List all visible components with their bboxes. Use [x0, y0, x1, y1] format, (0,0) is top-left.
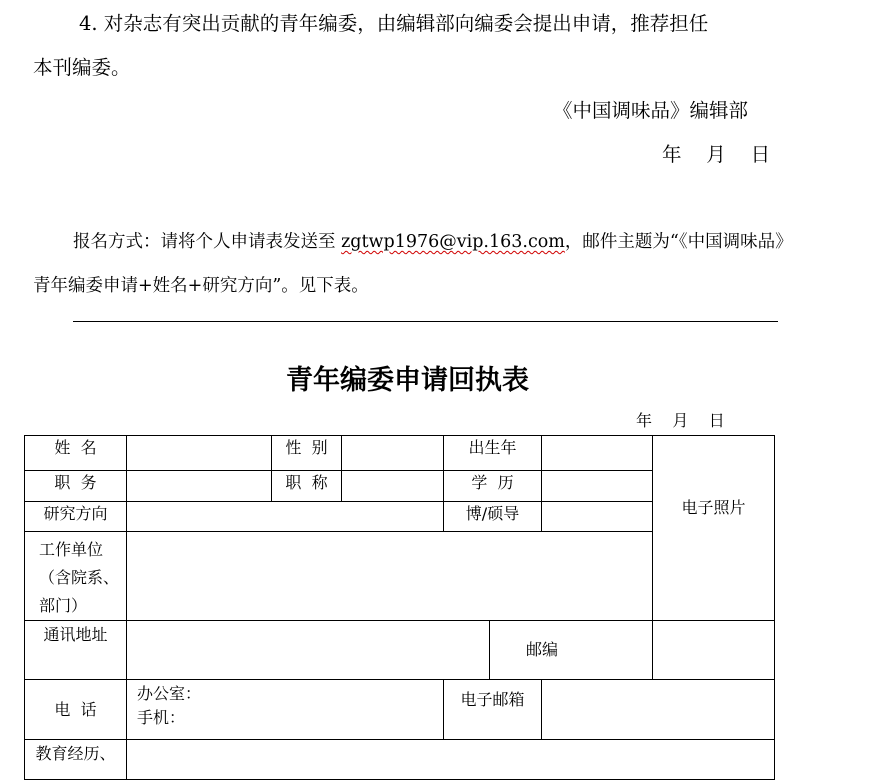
address-label: 通讯地址 [25, 621, 127, 680]
gender-field[interactable] [342, 436, 444, 471]
postcode-field[interactable] [653, 621, 775, 680]
name-label: 姓 名 [25, 436, 127, 471]
mobile-phone-label: 手机： [137, 708, 186, 727]
phone-field[interactable] [127, 680, 444, 740]
signature-date: 年 月 日 [662, 143, 771, 166]
email-label: 电子邮箱 [444, 680, 542, 740]
clause-4-line-1: 4. 对杂志有突出贡献的青年编委，由编辑部向编委会提出申请，推荐担任 [79, 12, 709, 35]
birth-year-field[interactable] [542, 436, 653, 471]
signup-line-2: 青年编委申请+姓名+研究方向”。见下表。 [33, 276, 369, 296]
postcode-label: 邮编 [490, 621, 653, 680]
email-field[interactable] [542, 680, 775, 740]
title-field[interactable] [342, 471, 444, 502]
phone-label: 电 话 [25, 680, 127, 740]
title-label: 职 称 [272, 471, 342, 502]
supervisor-field[interactable] [542, 502, 653, 532]
work-unit-label: 工作单位（含院系、部门） [25, 532, 127, 621]
position-label: 职 务 [25, 471, 127, 502]
form-title: 青年编委申请回执表 [286, 365, 529, 396]
photo-label: 电子照片 [681, 498, 746, 517]
research-field[interactable] [127, 502, 444, 532]
address-field[interactable] [127, 621, 490, 680]
separator-line [73, 321, 778, 322]
signup-prefix: 报名方式：请将个人申请表发送至 [73, 232, 342, 252]
signup-suffix: ，邮件主题为“《中国调味品》 [564, 232, 793, 252]
birth-year-label: 出生年 [444, 436, 542, 471]
photo-cell[interactable] [653, 436, 775, 621]
research-label: 研究方向 [25, 502, 127, 532]
clause-4-line-2: 本刊编委。 [33, 56, 131, 79]
education-label: 学 历 [444, 471, 542, 502]
signature-org: 《中国调味品》编辑部 [553, 99, 749, 122]
edu-history-label: 教育经历、 [25, 740, 127, 780]
application-form-table [24, 435, 775, 780]
signup-line-1 [73, 228, 793, 253]
education-field[interactable] [542, 471, 653, 502]
supervisor-label: 博/硕导 [444, 502, 542, 532]
office-phone-label: 办公室： [137, 684, 202, 703]
position-field[interactable] [127, 471, 272, 502]
name-field[interactable] [127, 436, 272, 471]
work-unit-field[interactable] [127, 532, 653, 621]
signup-email[interactable]: zgtwp1976@vip.163.com [341, 232, 565, 252]
gender-label: 性 别 [272, 436, 342, 471]
form-date: 年 月 日 [636, 411, 725, 430]
edu-history-field[interactable] [127, 740, 775, 780]
